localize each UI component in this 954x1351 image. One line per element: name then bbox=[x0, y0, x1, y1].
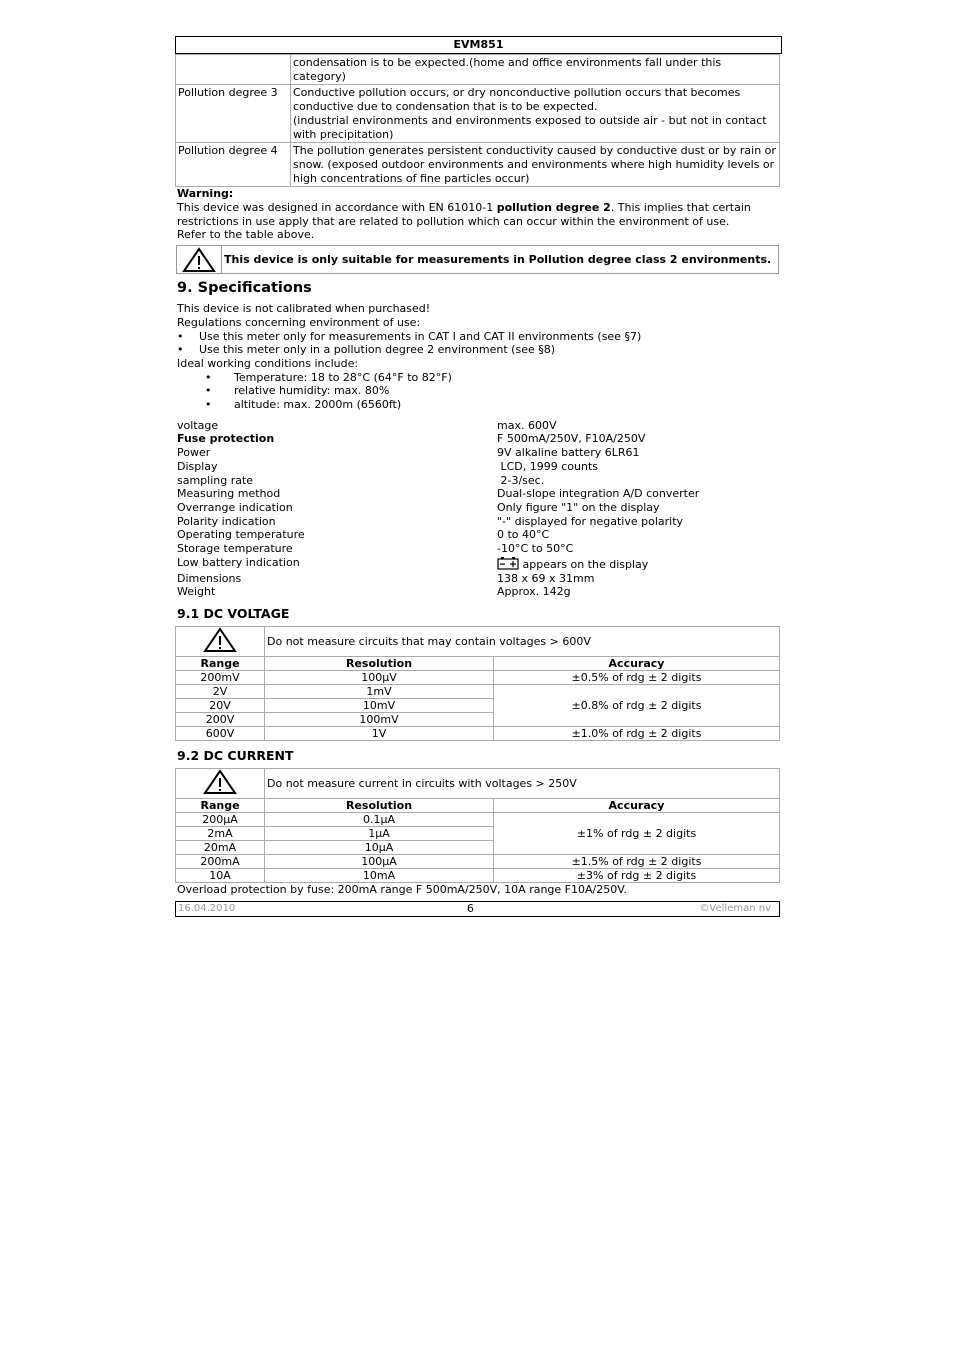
spec-intro-2: Regulations concerning environment of use: bbox=[177, 315, 421, 329]
spec-value: LCD, 1999 counts bbox=[497, 459, 599, 473]
table-row bbox=[176, 685, 780, 699]
column-header: Accuracy bbox=[494, 657, 780, 671]
pollution-label bbox=[176, 55, 291, 85]
spec-value: 0 to 40°C bbox=[497, 528, 550, 542]
spec-value: F 500mA/250V, F10A/250V bbox=[497, 432, 646, 446]
list-item: • Use this meter only in a pollution degree 2 environment (see §8) bbox=[175, 343, 780, 357]
spec-value: Only figure "1" on the display bbox=[497, 500, 660, 514]
accuracy-cell: ±3% of rdg ± 2 digits bbox=[494, 869, 780, 883]
warning-triangle-icon bbox=[177, 246, 222, 273]
dc-voltage-heading: 9.1 DC VOLTAGE bbox=[177, 606, 290, 622]
spec-key: voltage bbox=[177, 418, 219, 432]
column-header: Resolution bbox=[265, 657, 494, 671]
spec-key: Weight bbox=[177, 585, 216, 599]
resolution-cell: 10µA bbox=[265, 841, 494, 855]
range-cell: 200mV bbox=[176, 671, 265, 685]
specifications-heading: 9. Specifications bbox=[177, 280, 312, 297]
pollution-desc: Conductive pollution occurs, or dry nonconductive pollution occurs that becomes conductive due to condensation that is to be expected. (industrial environments and environments exposed to outside air - but not in contact with precipitation) bbox=[291, 85, 780, 143]
spec-intro-1: This device is not calibrated when purchased! bbox=[177, 302, 431, 316]
table-row bbox=[176, 85, 780, 143]
spec-value: 138 x 69 x 31mm bbox=[497, 571, 595, 585]
table-row bbox=[176, 855, 780, 869]
pollution-label: Pollution degree 3 bbox=[176, 85, 291, 143]
table-warning-row bbox=[176, 627, 780, 657]
spec-key: Operating temperature bbox=[177, 528, 305, 542]
dc-current-table bbox=[175, 768, 780, 883]
resolution-cell: 100µV bbox=[265, 671, 494, 685]
spec-value: 9V alkaline battery 6LR61 bbox=[497, 446, 640, 460]
low-battery-text: appears on the display bbox=[519, 557, 649, 571]
list-item: • Temperature: 18 to 28°C (64°F to 82°F) bbox=[175, 371, 780, 385]
warning-triangle-icon bbox=[176, 627, 265, 657]
spec-value: Dual-slope integration A/D converter bbox=[497, 487, 700, 501]
accuracy-cell: ±1.5% of rdg ± 2 digits bbox=[494, 855, 780, 869]
resolution-cell: 10mA bbox=[265, 869, 494, 883]
spec-key: sampling rate bbox=[177, 473, 254, 487]
document-page bbox=[175, 36, 780, 917]
pollution-warning-text: This device is only suitable for measurements in Pollution degree class 2 environments. bbox=[224, 252, 772, 266]
spec-value: 2-3/sec. bbox=[497, 473, 545, 487]
list-item: • altitude: max. 2000m (6560ft) bbox=[175, 398, 780, 412]
spec-key: Low battery indication bbox=[177, 555, 300, 569]
spec-key: Overrange indication bbox=[177, 500, 293, 514]
accuracy-cell: ±1.0% of rdg ± 2 digits bbox=[494, 727, 780, 741]
pollution-warning-box bbox=[176, 245, 779, 274]
column-header: Accuracy bbox=[494, 799, 780, 813]
resolution-cell: 100µA bbox=[265, 855, 494, 869]
spec-key: Measuring method bbox=[177, 487, 281, 501]
list-item: • relative humidity: max. 80% bbox=[175, 384, 780, 398]
warning-section bbox=[175, 187, 780, 242]
spec-key: Polarity indication bbox=[177, 514, 276, 528]
accuracy-cell: ±1% of rdg ± 2 digits bbox=[494, 813, 780, 855]
spec-value-low-battery bbox=[497, 556, 780, 572]
spec-value: "-" displayed for negative polarity bbox=[497, 514, 684, 528]
resolution-cell: 0.1µA bbox=[265, 813, 494, 827]
range-cell: 20mA bbox=[176, 841, 265, 855]
warning-text bbox=[177, 201, 780, 228]
pollution-desc: condensation is to be expected.(home and office environments fall under this category) bbox=[291, 55, 780, 85]
pollution-degree-table bbox=[175, 54, 780, 187]
range-cell: 20V bbox=[176, 699, 265, 713]
range-cell: 200V bbox=[176, 713, 265, 727]
warning-refer: Refer to the table above. bbox=[177, 228, 315, 242]
table-row bbox=[176, 143, 780, 187]
spec-key: Dimensions bbox=[177, 571, 242, 585]
table-row bbox=[176, 55, 780, 85]
range-cell: 200µA bbox=[176, 813, 265, 827]
spec-value: -10°C to 50°C bbox=[497, 541, 574, 555]
overload-note: Overload protection by fuse: 200mA range F 500mA/250V, 10A range F10A/250V. bbox=[177, 883, 627, 897]
range-cell: 10A bbox=[176, 869, 265, 883]
accuracy-cell: ±0.8% of rdg ± 2 digits bbox=[494, 685, 780, 727]
spec-value: max. 600V bbox=[497, 418, 557, 432]
resolution-cell: 100mV bbox=[265, 713, 494, 727]
resolution-cell: 1V bbox=[265, 727, 494, 741]
footer-date: 16.04.2010 bbox=[178, 902, 236, 914]
dc-voltage-warning: Do not measure circuits that may contain voltages > 600V bbox=[265, 627, 780, 657]
footer-copyright: ©Velleman nv bbox=[699, 902, 771, 914]
page-footer bbox=[175, 901, 780, 917]
dc-voltage-table bbox=[175, 626, 780, 741]
table-row bbox=[176, 813, 780, 827]
resolution-cell: 1mV bbox=[265, 685, 494, 699]
ideal-conditions-title: Ideal working conditions include: bbox=[177, 356, 359, 370]
range-cell: 200mA bbox=[176, 855, 265, 869]
resolution-cell: 1µA bbox=[265, 827, 494, 841]
table-row bbox=[176, 671, 780, 685]
warning-text-bold: pollution degree 2 bbox=[496, 201, 611, 215]
page-number: 6 bbox=[466, 901, 474, 915]
column-header: Range bbox=[176, 657, 265, 671]
spec-list bbox=[175, 419, 780, 599]
table-header-row bbox=[176, 657, 780, 671]
warning-triangle-icon bbox=[176, 769, 265, 799]
range-cell: 2mA bbox=[176, 827, 265, 841]
warning-title: Warning: bbox=[177, 187, 234, 201]
spec-key: Display bbox=[177, 459, 218, 473]
table-row bbox=[176, 727, 780, 741]
dc-current-heading: 9.2 DC CURRENT bbox=[177, 748, 294, 764]
column-header: Resolution bbox=[265, 799, 494, 813]
table-header-row bbox=[176, 799, 780, 813]
dc-current-warning: Do not measure current in circuits with voltages > 250V bbox=[265, 769, 780, 799]
range-cell: 2V bbox=[176, 685, 265, 699]
pollution-label: Pollution degree 4 bbox=[176, 143, 291, 187]
spec-key: Power bbox=[177, 446, 211, 460]
document-header-title: EVM851 bbox=[175, 36, 782, 54]
spec-value: Approx. 142g bbox=[497, 585, 571, 599]
table-row bbox=[176, 869, 780, 883]
list-item: • Use this meter only for measurements in CAT I and CAT II environments (see §7) bbox=[175, 330, 780, 344]
accuracy-cell: ±0.5% of rdg ± 2 digits bbox=[494, 671, 780, 685]
table-warning-row bbox=[176, 769, 780, 799]
spec-key: Storage temperature bbox=[177, 541, 293, 555]
ideal-conditions-list bbox=[175, 371, 780, 412]
warning-text-part: This device was designed in accordance with EN 61010-1 bbox=[177, 201, 497, 215]
pollution-desc: The pollution generates persistent conductivity caused by conductive dust or by rain or snow. (exposed outdoor environments and environments where high humidity levels or high concentrations of fine particles occur) bbox=[291, 143, 780, 187]
resolution-cell: 10mV bbox=[265, 699, 494, 713]
warning-text-part: . This implies that certain restrictions in use apply that are related to pollution which can occur within the environment of use. bbox=[177, 201, 751, 228]
range-cell: 600V bbox=[176, 727, 265, 741]
spec-key: Fuse protection bbox=[177, 432, 275, 446]
column-header: Range bbox=[176, 799, 265, 813]
usage-rules-list bbox=[175, 330, 780, 357]
